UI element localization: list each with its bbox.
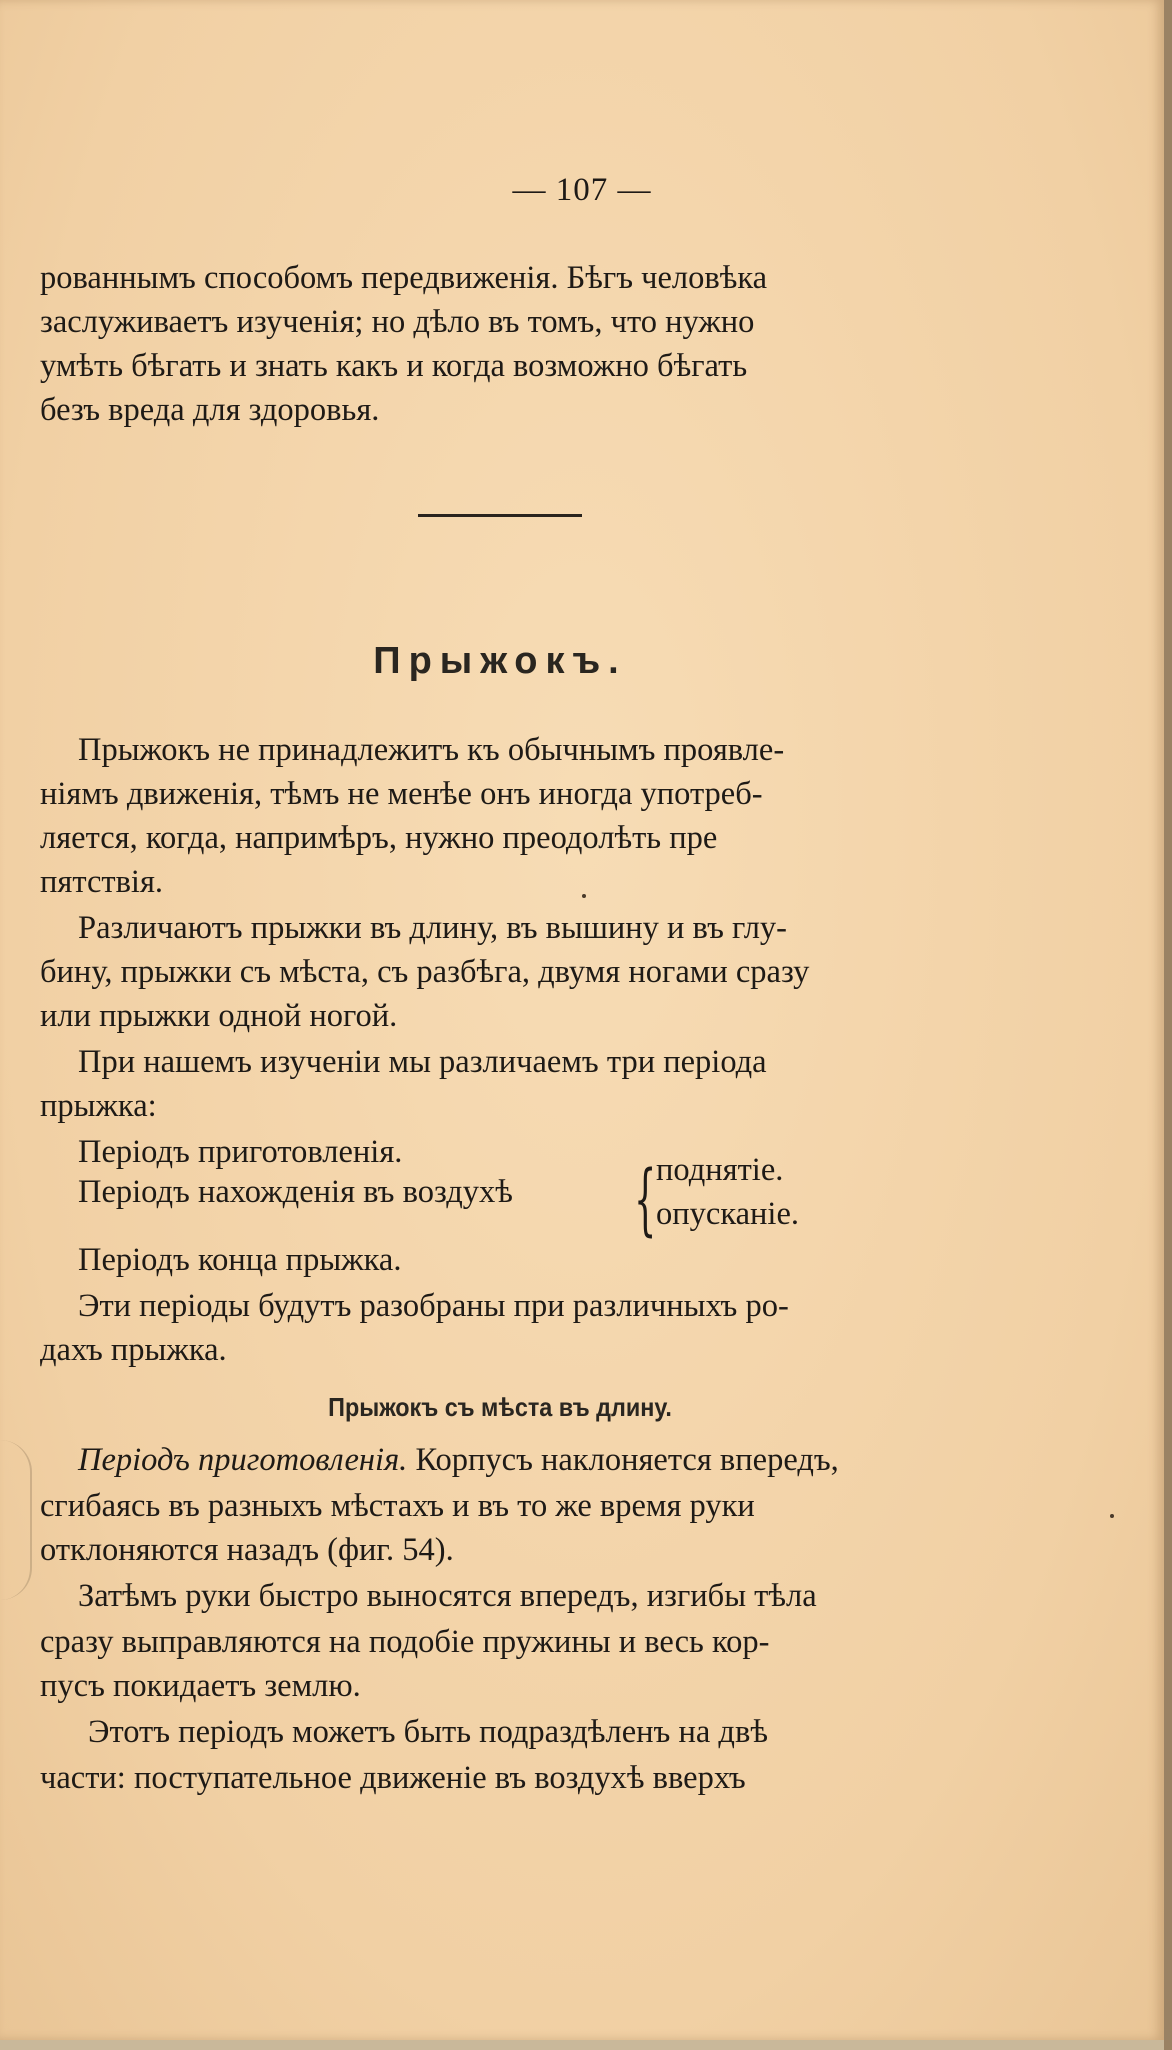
text-line: безъ вреда для здоровья. xyxy=(40,392,380,428)
text-line: рованнымъ способомъ передвиженія. Бѣгъ человѣка xyxy=(40,260,768,296)
text-line: Различаютъ прыжки въ длину, въ вышину и въ глу- xyxy=(78,910,787,946)
text-line: пусъ покидаетъ землю. xyxy=(40,1668,361,1704)
brace-option-up: поднятіе. xyxy=(656,1152,784,1188)
text-line: сгибаясь въ разныхъ мѣстахъ и въ то же время руки xyxy=(40,1488,755,1524)
section-heading: Прыжокъ. xyxy=(373,640,627,682)
text-line: Прыжокъ не принадлежитъ къ обычнымъ проявле- xyxy=(78,732,785,768)
text-line: Эти періоды будутъ разобраны при различныхъ ро- xyxy=(78,1288,789,1324)
first-line-rest: Корпусъ наклоняется впередъ, xyxy=(407,1442,839,1478)
italic-lead: Періодъ приготовленія. xyxy=(78,1442,408,1478)
text-line: отклоняются назадъ (фиг. 54). xyxy=(40,1532,454,1568)
text-line: Затѣмъ руки быстро выносятся впередъ, изгибы тѣла xyxy=(78,1578,817,1614)
text-line: При нашемъ изученіи мы различаемъ три періода xyxy=(78,1044,767,1080)
text-line-with-italic xyxy=(78,1440,839,1480)
text-line: сразу выправляются на подобіе пружины и весь кор- xyxy=(40,1624,770,1660)
section-divider xyxy=(418,514,582,517)
text-line: пятствія. xyxy=(40,864,164,900)
air-period-label: Періодъ нахожденія въ воздухѣ xyxy=(78,1174,513,1210)
text-line: части: поступательное движеніе въ воздухѣ вверхъ xyxy=(40,1760,746,1796)
ink-speck xyxy=(1110,1514,1114,1518)
text-line: Періодъ конца прыжка. xyxy=(78,1242,402,1278)
text-line: или прыжки одной ногой. xyxy=(40,998,398,1034)
page-edge xyxy=(1164,0,1172,2050)
text-line: бину, прыжки съ мѣста, съ разбѣга, двумя ногами сразу xyxy=(40,954,810,990)
brace-option-down: опусканіе. xyxy=(656,1196,800,1232)
text-line: прыжка: xyxy=(40,1088,157,1124)
text-line: дахъ прыжка. xyxy=(40,1332,227,1368)
text-line: Періодъ приготовленія. xyxy=(78,1134,403,1170)
curly-brace: { xyxy=(634,1155,657,1245)
text-line: ніямъ движенія, тѣмъ не менѣе онъ иногда употреб- xyxy=(40,776,763,812)
text-line: Этотъ періодъ можетъ быть подраздѣленъ на двѣ xyxy=(88,1714,768,1750)
text-line: умѣть бѣгать и знать какъ и когда возможно бѣгать xyxy=(40,348,748,384)
text-line: ляется, когда, напримѣръ, нужно преодолѣть пре xyxy=(40,820,718,856)
subsection-heading: Прыжокъ съ мѣста въ длину. xyxy=(328,1392,672,1422)
text-line: заслуживаетъ изученія; но дѣло въ томъ, что нужно xyxy=(40,304,755,340)
margin-stain xyxy=(0,1440,32,1600)
ink-speck xyxy=(582,894,586,898)
page-number: — 107 — xyxy=(512,172,652,208)
